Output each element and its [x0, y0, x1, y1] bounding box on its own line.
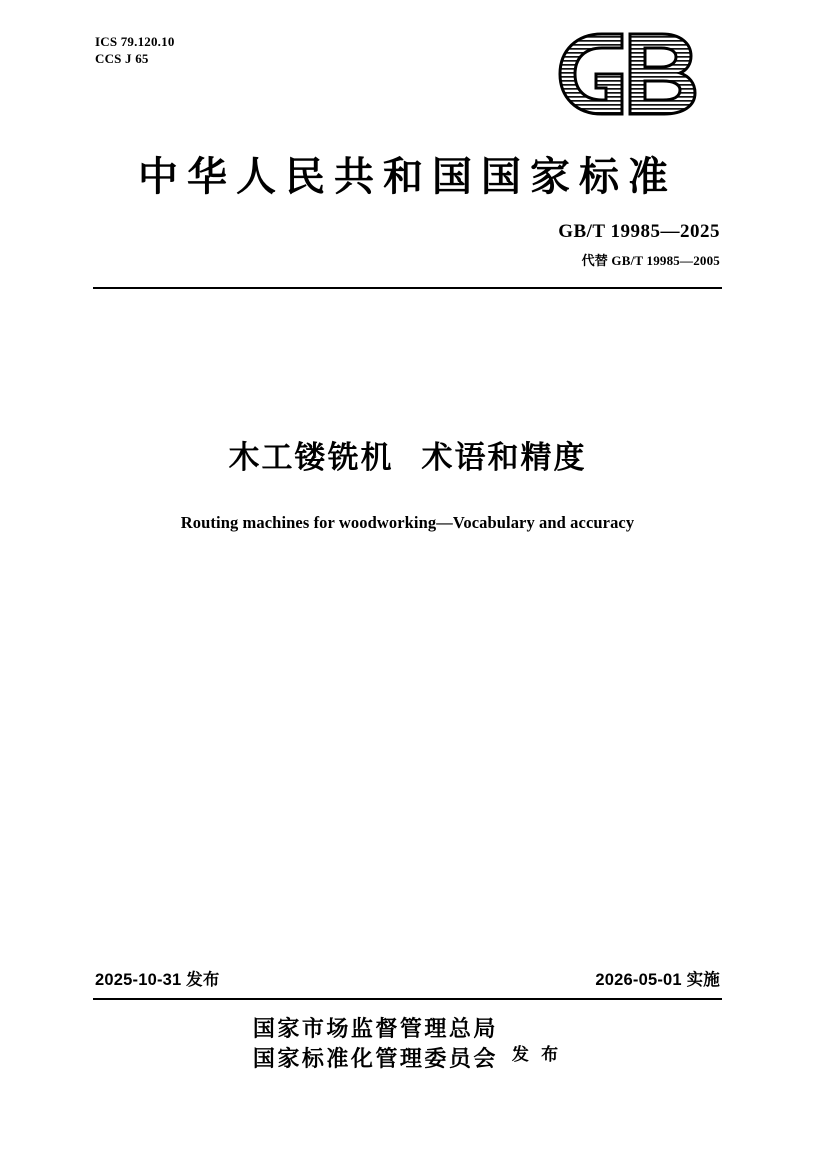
ccs-code: CCS J 65: [95, 51, 149, 66]
title-part-2: 术语和精度: [421, 440, 587, 475]
header-divider: [93, 287, 722, 289]
standard-number: GB/T 19985—2025: [558, 221, 720, 242]
issuer-names: [253, 1014, 498, 1074]
issuer-line-1: 国家市场监督管理总局: [252, 1016, 498, 1041]
ics-code: ICS 79.120.10: [95, 34, 175, 49]
effective-date: 2026-05-01 实施: [595, 971, 720, 989]
footer-divider: [93, 998, 722, 1000]
page-title: [95, 432, 720, 477]
page-subtitle-english: Routing machines for woodworking—Vocabulary and accuracy: [180, 513, 635, 532]
title-part-1: 木工镂铣机: [228, 440, 394, 475]
classification-codes: [95, 33, 175, 67]
issuer-line-2: 国家标准化管理委员会: [252, 1046, 498, 1071]
national-standard-title: 中华人民共和国国家标准: [138, 154, 677, 199]
standard-replaces: 代替 GB/T 19985—2005: [581, 253, 720, 268]
gb-emblem-icon: [550, 28, 720, 120]
standard-number-block: [558, 221, 720, 269]
publish-label: 发 布: [511, 1044, 563, 1064]
issue-date: 2025-10-31 发布: [95, 971, 220, 989]
issuer-block: [0, 1014, 815, 1074]
